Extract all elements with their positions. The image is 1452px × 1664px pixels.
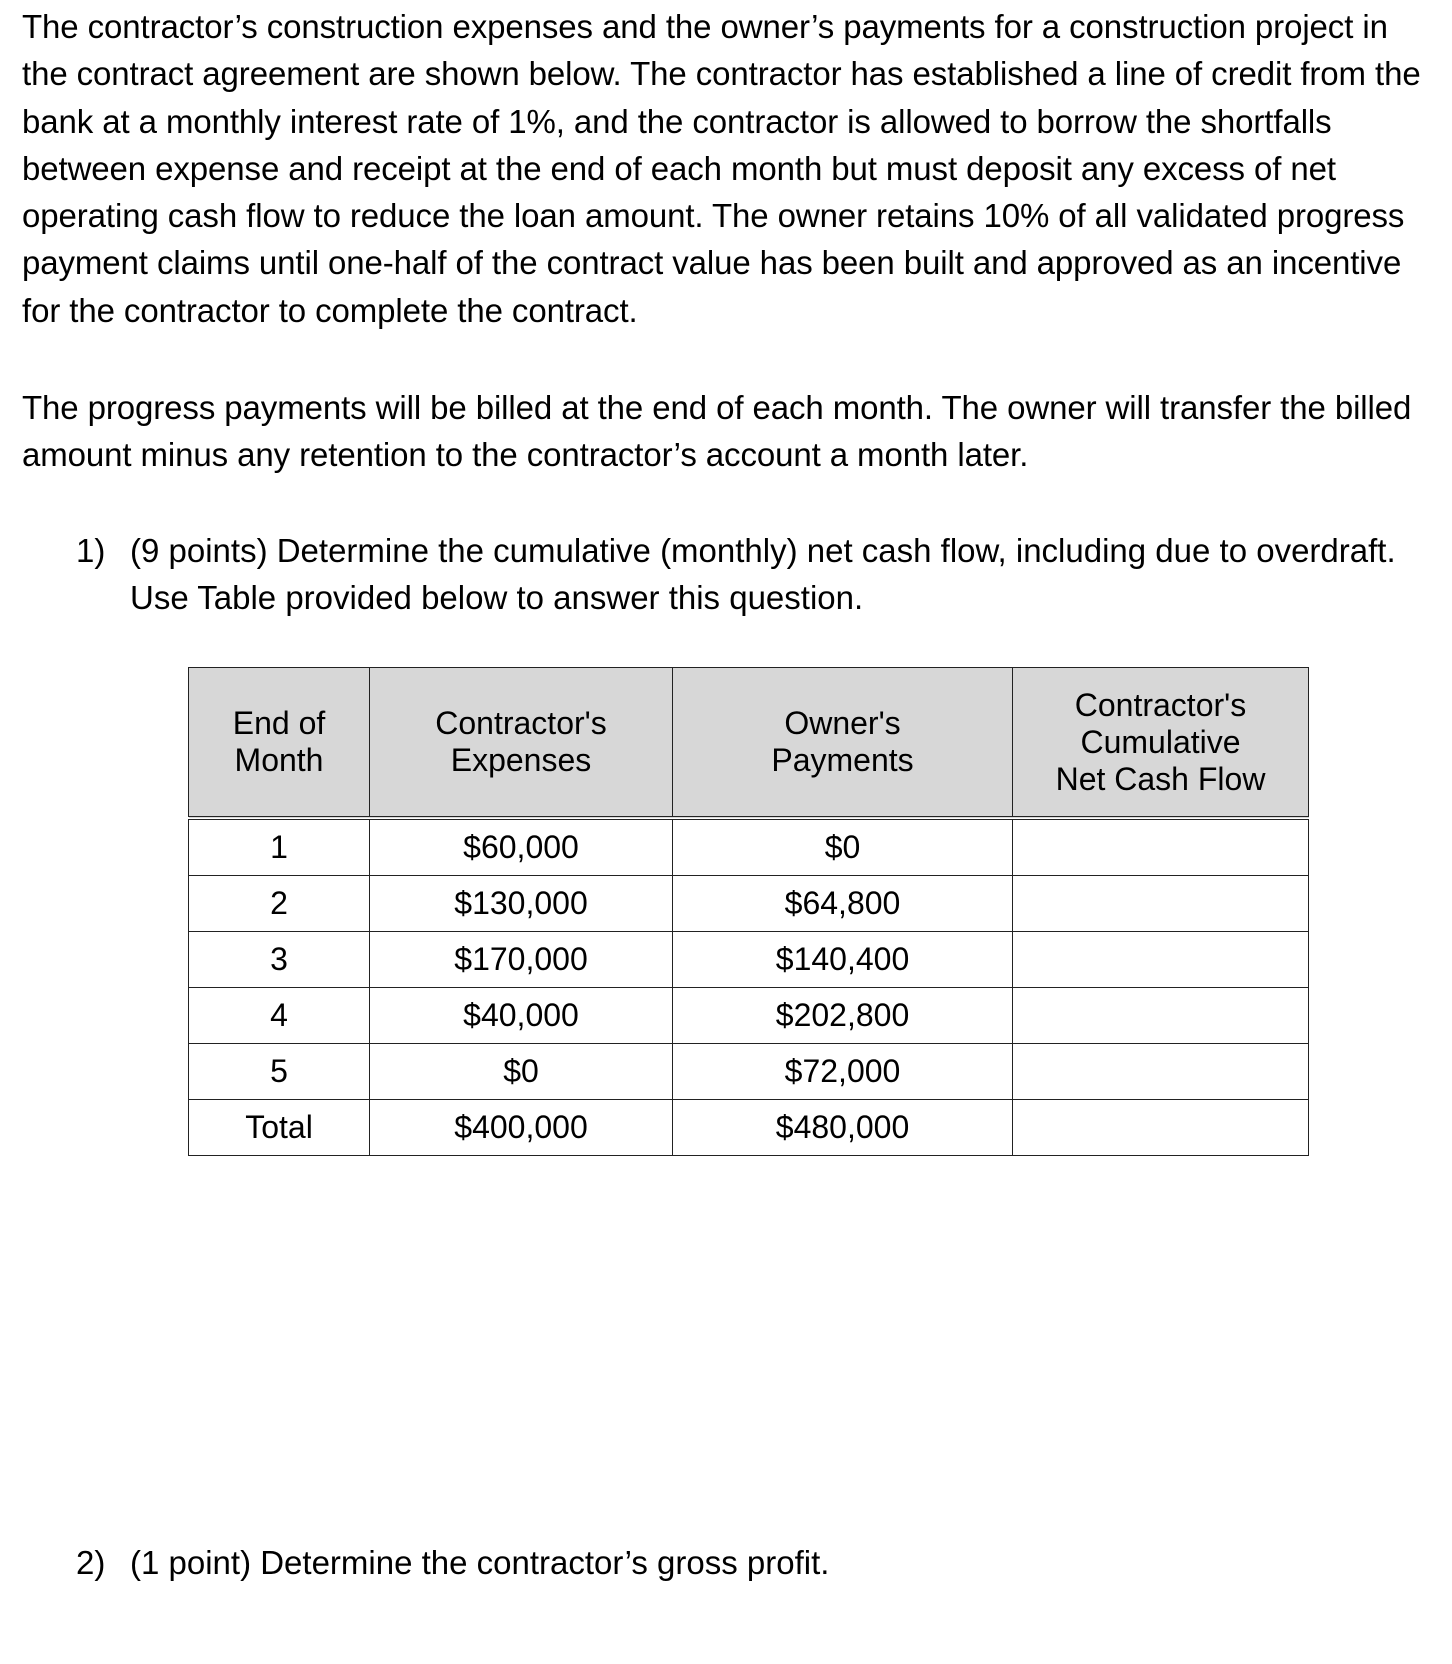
cell-month: Total (189, 1100, 370, 1156)
cell-month: 2 (189, 876, 370, 932)
cell-month: 4 (189, 988, 370, 1044)
header-cumulative-net-cash-flow (1013, 668, 1309, 819)
cell-expenses: $0 (370, 1044, 673, 1100)
cell-expenses: $60,000 (370, 818, 673, 876)
header-line: Net Cash Flow (1055, 760, 1266, 797)
cell-month: 5 (189, 1044, 370, 1100)
header-line: Payments (771, 742, 914, 778)
header-end-of-month (189, 668, 370, 819)
table-row (189, 988, 1309, 1044)
cell-expenses: $40,000 (370, 988, 673, 1044)
cell-month: 1 (189, 818, 370, 876)
header-line: Expenses (450, 742, 592, 778)
header-contractor-expenses (370, 668, 673, 819)
cash-flow-table (188, 667, 1309, 1156)
table-total-row (189, 1100, 1309, 1156)
question-number: 2) (76, 1544, 106, 1581)
cell-expenses: $170,000 (370, 932, 673, 988)
header-line: Contractor's (1074, 686, 1247, 723)
table-row (189, 818, 1309, 876)
cell-cumulative-answer[interactable] (1013, 988, 1309, 1044)
intro-paragraph-2: The progress payments will be billed at the end of each month. The owner will transfer the billed amount minus any retention to the contractor’s account a month later. (22, 389, 1412, 474)
question-text: (9 points) Determine the cumulative (monthly) net cash flow, including due to overdraft. Use Table provided below to answer this question. (130, 532, 1396, 617)
question-text: (1 point) Determine the contractor’s gross profit. (130, 1544, 830, 1581)
header-line: Cumulative (1080, 723, 1241, 760)
cell-payments: $72,000 (673, 1044, 1013, 1100)
cell-expenses: $400,000 (370, 1100, 673, 1156)
cell-payments: $480,000 (673, 1100, 1013, 1156)
cell-payments: $0 (673, 818, 1013, 876)
cell-cumulative-answer[interactable] (1013, 818, 1309, 876)
header-line: End of (232, 705, 326, 741)
cell-cumulative-answer[interactable] (1013, 1044, 1309, 1100)
intro-paragraph-1: The contractor’s construction expenses and the owner’s payments for a construction project in the contract agreement are shown below. The contractor has established a line of credit from the bank at a monthly interest rate of 1%, and the contractor is allowed to borrow the shortfalls between expense and receipt at the end of each month but must deposit any excess of net operating cash flow to reduce the loan amount. The owner retains 10% of all validated progress payment claims until one-half of the contract value has been built and approved as an incentive for the contractor to complete the contract. (22, 8, 1421, 329)
header-line: Owner's (784, 705, 901, 741)
cell-cumulative-answer[interactable] (1013, 932, 1309, 988)
table-row (189, 876, 1309, 932)
table-row (189, 932, 1309, 988)
header-line: Contractor's (435, 705, 607, 741)
cell-expenses: $130,000 (370, 876, 673, 932)
cell-payments: $140,400 (673, 932, 1013, 988)
question-1 (76, 527, 1416, 622)
table-row (189, 1044, 1309, 1100)
cell-payments: $64,800 (673, 876, 1013, 932)
cell-month: 3 (189, 932, 370, 988)
question-2 (76, 1539, 1416, 1586)
header-line: Month (234, 742, 324, 778)
question-number: 1) (76, 532, 106, 569)
table-header-row (189, 668, 1309, 819)
cell-payments: $202,800 (673, 988, 1013, 1044)
cell-cumulative-answer[interactable] (1013, 876, 1309, 932)
header-owner-payments (673, 668, 1013, 819)
cell-cumulative-answer[interactable] (1013, 1100, 1309, 1156)
